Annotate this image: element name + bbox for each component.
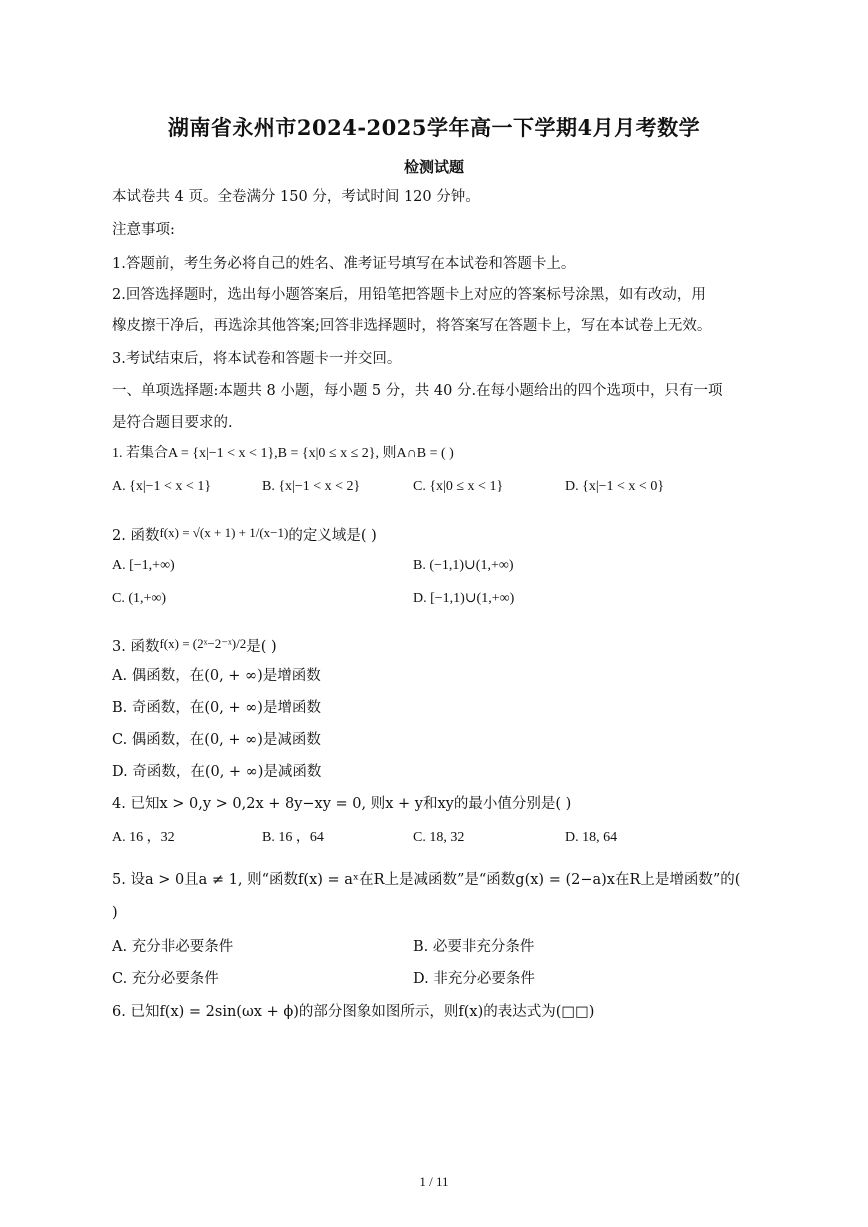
question-5-option-a: A. 充分非必要条件	[112, 939, 234, 955]
question-2-option-b: B. (−1,1)∪(1,+∞)	[413, 558, 514, 573]
notice-item-2b: 橡皮擦干净后，再选涂其他答案;回答非选择题时，将答案写在答题卡上，写在本试卷上无效。	[112, 318, 712, 334]
question-2-option-a: A. [−1,+∞)	[112, 558, 175, 573]
question-4-option-d: D. 18, 64	[565, 830, 618, 845]
question-3-option-c: C. 偶函数，在(0, + ∞)是减函数	[112, 732, 321, 748]
question-2-option-d: D. [−1,1)∪(1,+∞)	[413, 591, 515, 606]
question-4-stem: 4. 已知x > 0,y > 0,2x + 8y−xy = 0, 则x + y和xy的最小值分别是( )	[112, 796, 572, 812]
question-3-prefix: 3. 函数	[112, 639, 160, 655]
question-2-prefix: 2. 函数	[112, 528, 160, 544]
question-4-option-c: C. 18, 32	[413, 830, 465, 845]
question-3-suffix: 是( )	[246, 639, 277, 655]
notice-item-3: 3.考试结束后，将本试卷和答题卡一并交回。	[112, 351, 402, 367]
question-1-stem: 1. 若集合A = {x|−1 < x < 1},B = {x|0 ≤ x ≤ 2}, 则A∩B = ( )	[112, 446, 454, 461]
notice-item-2a: 2.回答选择题时，选出每小题答案后，用铅笔把答题卡上对应的答案标号涂黑，如有改动，用	[112, 287, 706, 303]
question-1-option-d: D. {x|−1 < x < 0}	[565, 479, 665, 494]
question-3-option-d: D. 奇函数，在(0, + ∞)是减函数	[112, 764, 322, 780]
question-1-option-c: C. {x|0 ≤ x < 1}	[413, 479, 504, 494]
question-3-option-a: A. 偶函数，在(0, + ∞)是增函数	[112, 668, 321, 684]
notice-item-1: 1.答题前，考生务必将自己的姓名、准考证号填写在本试卷和答题卡上。	[112, 256, 576, 272]
question-1-option-b: B. {x|−1 < x < 2}	[262, 479, 361, 494]
question-5-option-b: B. 必要非充分条件	[413, 939, 535, 955]
question-5-stem-b: )	[112, 905, 118, 921]
question-4-option-a: A. 16 ，32	[112, 830, 175, 845]
question-3-stem	[112, 634, 277, 657]
question-5-option-d: D. 非充分必要条件	[413, 971, 535, 987]
page-number: 1 / 11	[419, 1174, 449, 1189]
section-heading-b: 是符合题目要求的.	[112, 415, 233, 431]
question-4-option-b: B. 16 ，64	[262, 830, 324, 845]
question-5-stem-a: 5. 设a > 0且a ≠ 1, 则“函数f(x) = aˣ在R上是减函数”是“函数g(x) = (2−a)x在R上是增函数”的(	[112, 872, 741, 888]
question-3-option-b: B. 奇函数，在(0, + ∞)是增函数	[112, 700, 321, 716]
notice-heading: 注意事项:	[112, 222, 175, 238]
question-1-option-a: A. {x|−1 < x < 1}	[112, 479, 212, 494]
question-5-option-c: C. 充分必要条件	[112, 971, 219, 987]
section-heading-a: 一、单项选择题:本题共 8 小题，每小题 5 分，共 40 分.在每小题给出的四个选项中，只有一项	[112, 383, 723, 399]
question-2-suffix: 的定义域是( )	[288, 528, 377, 544]
exam-subtitle: 检测试题	[403, 158, 464, 176]
exam-title: 湖南省永州市2024-2025学年高一下学期4月月考数学	[167, 115, 701, 140]
question-2-option-c: C. (1,+∞)	[112, 591, 167, 606]
question-2-formula: f(x) = √(x + 1) + 1/(x−1)	[159, 525, 289, 540]
question-2-stem	[112, 523, 377, 546]
exam-info: 本试卷共 4 页。全卷满分 150 分，考试时间 120 分钟。	[112, 189, 480, 205]
question-6-stem: 6. 已知f(x) = 2sin(ωx + ϕ)的部分图象如图所示，则f(x)的表达式为(□□)	[112, 1004, 595, 1020]
question-3-formula: f(x) = (2ˣ−2⁻ˣ)/2	[159, 636, 247, 651]
